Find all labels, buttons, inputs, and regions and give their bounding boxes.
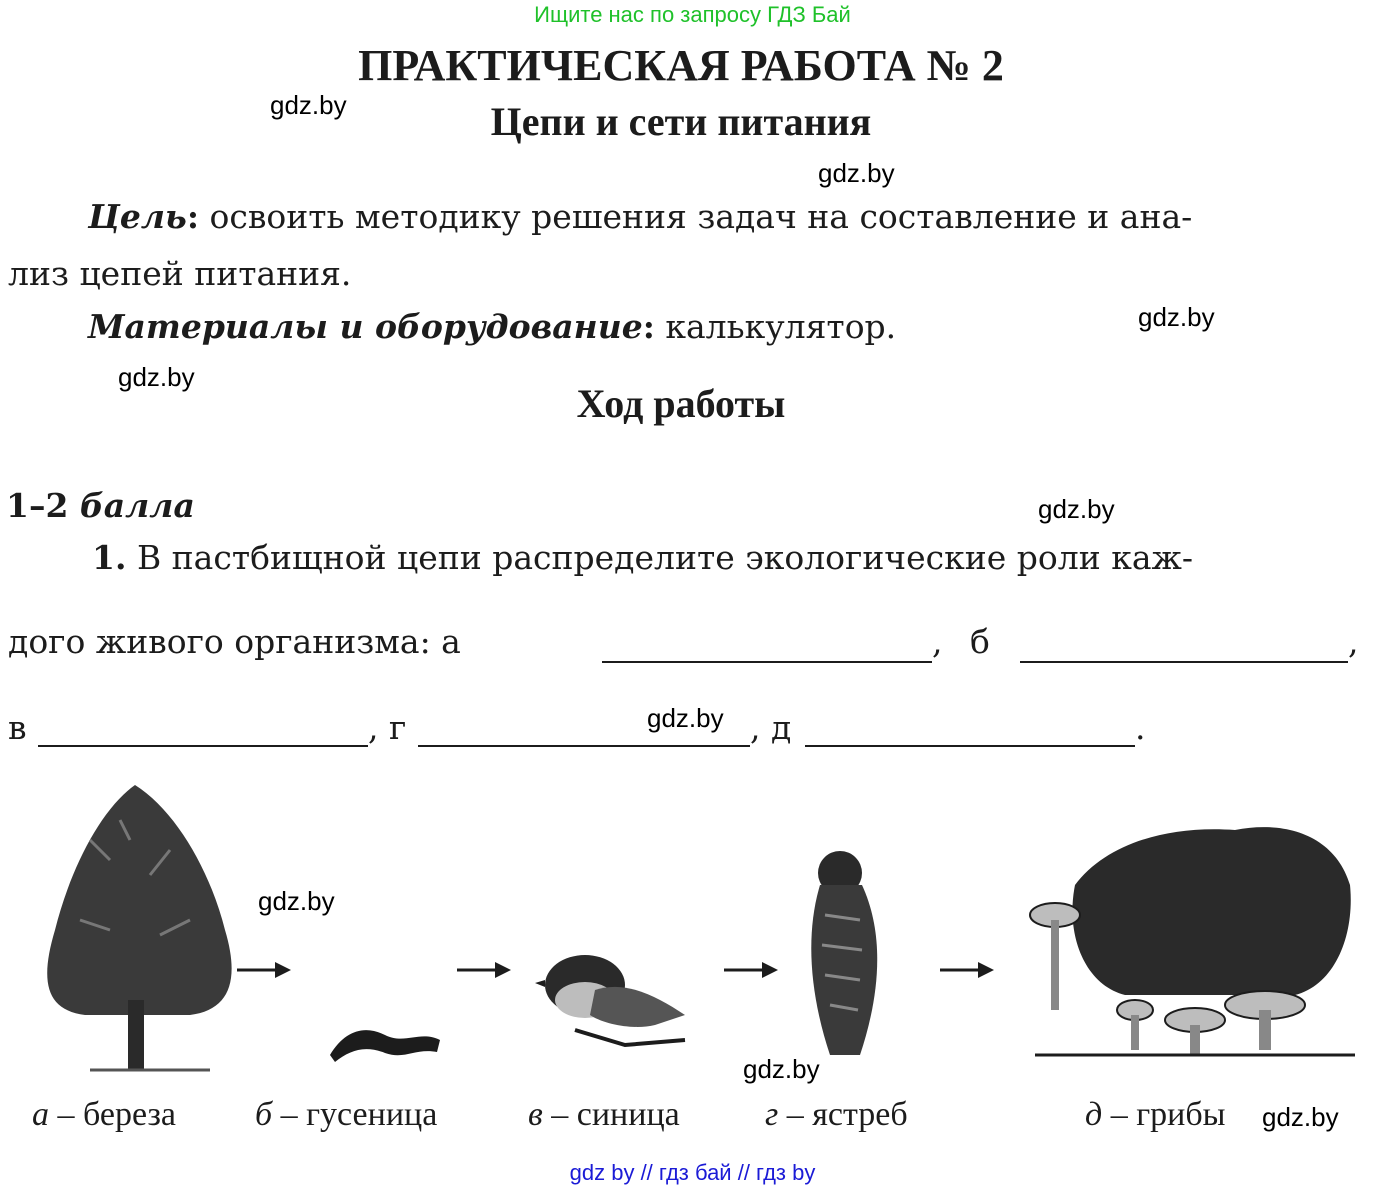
- caption-birch: а – береза: [32, 1096, 176, 1133]
- materials-text: калькулятор.: [654, 307, 897, 346]
- bottom-banner: gdz by // гдз бай // гдз by: [569, 1160, 816, 1185]
- birch-tree-icon: [30, 780, 245, 1080]
- comma-b: ,: [1348, 622, 1359, 661]
- task1-line-1: [92, 538, 1193, 577]
- work-heading: Ход работы: [576, 381, 786, 426]
- letter-d: , д: [750, 708, 792, 747]
- top-banner: Ищите нас по запросу ГДЗ Бай: [534, 2, 851, 27]
- caption-mushrooms: д – грибы: [1085, 1096, 1226, 1133]
- answer-blank-g[interactable]: [418, 745, 750, 747]
- arrow-icon: [722, 958, 782, 982]
- watermark: gdz.by: [1138, 302, 1215, 332]
- goal-colon: :: [186, 197, 199, 236]
- points-word: балла: [79, 486, 195, 525]
- watermark: gdz.by: [270, 90, 347, 120]
- caption-name: синица: [576, 1096, 680, 1133]
- titmouse-bird-icon: [535, 945, 695, 1055]
- caption-name: грибы: [1136, 1096, 1226, 1133]
- page-title: ПРАКТИЧЕСКАЯ РАБОТА № 2: [358, 41, 1004, 90]
- caption-name: гусеница: [306, 1096, 438, 1133]
- materials-label: Материалы и оборудование: [88, 307, 643, 346]
- watermark: gdz.by: [647, 703, 724, 733]
- caption-letter: г: [765, 1096, 779, 1133]
- letter-b: б: [970, 622, 990, 661]
- arrow-icon: [455, 958, 515, 982]
- goal-line-2: лиз цепей питания.: [8, 254, 352, 293]
- mushrooms-stump-icon: [1015, 805, 1360, 1065]
- answer-blank-v[interactable]: [38, 745, 368, 747]
- period: .: [1135, 708, 1146, 747]
- hawk-icon: [800, 845, 890, 1060]
- caption-letter: в: [528, 1096, 543, 1133]
- watermark: gdz.by: [1038, 494, 1115, 524]
- task1-number: 1.: [92, 538, 127, 577]
- goal-text-1: освоить методику решения задач на составление и ана-: [199, 197, 1193, 236]
- caption-letter: а: [32, 1096, 49, 1133]
- watermark: gdz.by: [118, 362, 195, 392]
- arrow-icon: [938, 958, 998, 982]
- caption-hawk: г – ястреб: [765, 1096, 908, 1133]
- watermark: gdz.by: [818, 158, 895, 188]
- letter-v: в: [8, 708, 27, 747]
- caption-titmouse: в – синица: [528, 1096, 680, 1133]
- points-label: [6, 486, 195, 525]
- caption-letter: д: [1085, 1096, 1103, 1133]
- caption-caterpillar: б – гусеница: [255, 1096, 438, 1133]
- materials-line: [88, 307, 896, 346]
- watermark: gdz.by: [743, 1054, 820, 1084]
- caption-name: береза: [83, 1096, 176, 1133]
- caption-name: ястреб: [812, 1096, 908, 1133]
- comma-a: ,: [932, 622, 943, 661]
- answer-blank-a[interactable]: [602, 661, 932, 663]
- caption-letter: б: [255, 1096, 273, 1133]
- page-subtitle: Цепи и сети питания: [490, 99, 872, 144]
- answer-blank-b[interactable]: [1020, 661, 1348, 663]
- task1-line-2: дого живого организма: а: [8, 622, 461, 661]
- goal-label: Цель: [88, 197, 187, 236]
- watermark: gdz.by: [1262, 1102, 1339, 1132]
- answer-blank-d[interactable]: [805, 745, 1135, 747]
- caterpillar-icon: [325, 1020, 445, 1065]
- materials-colon: :: [642, 307, 655, 346]
- watermark: gdz.by: [258, 886, 335, 916]
- goal-line-1: [88, 197, 1192, 236]
- points-number: 1–2: [6, 486, 80, 525]
- task1-text-1: В пастбищной цепи распределите экологические роли каж-: [126, 538, 1194, 577]
- letter-g: , г: [368, 708, 407, 747]
- arrow-icon: [235, 958, 295, 982]
